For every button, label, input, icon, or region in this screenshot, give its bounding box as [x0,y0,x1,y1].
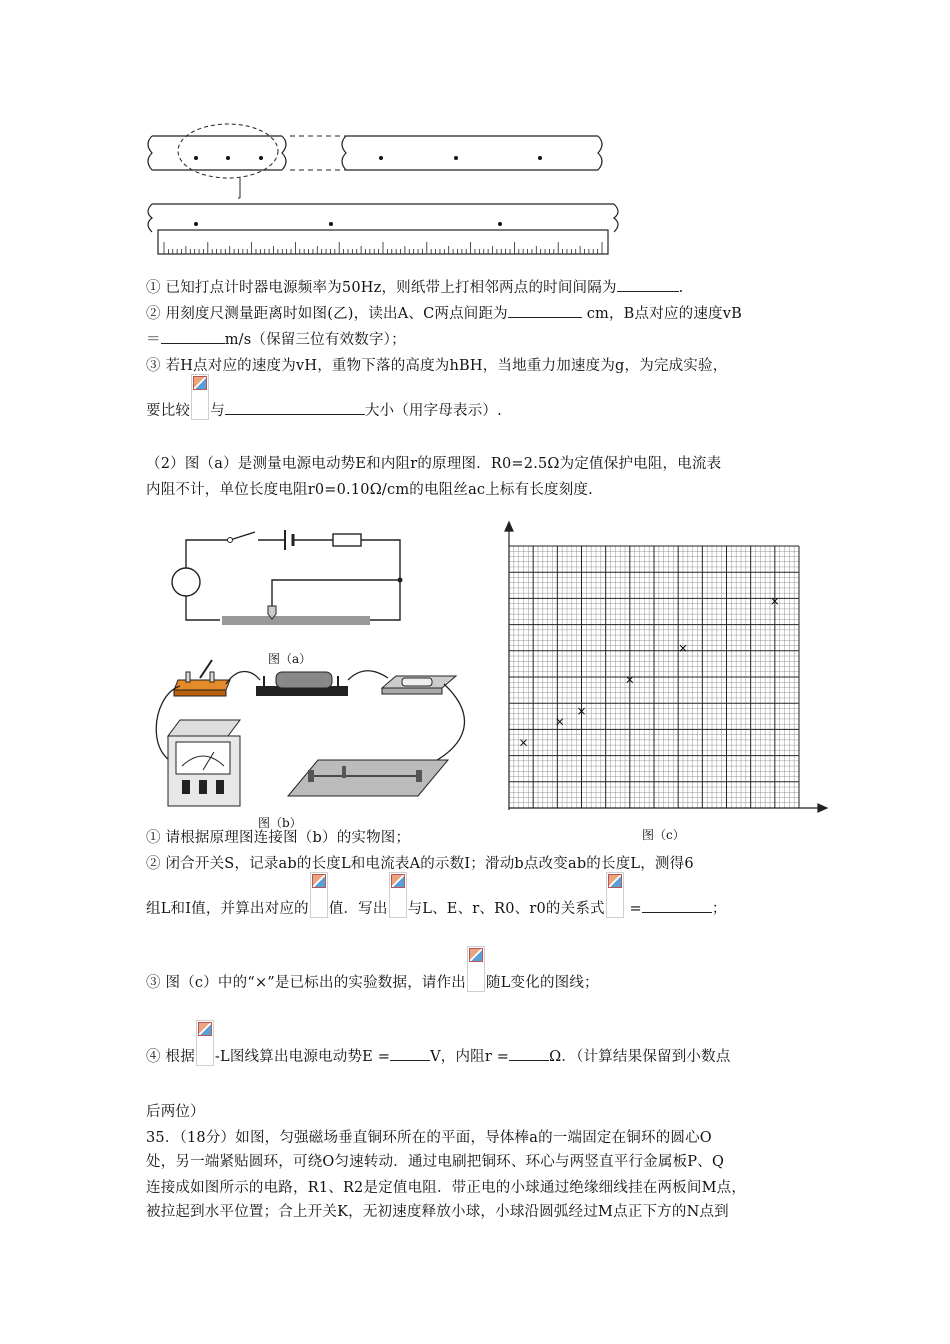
formula-image-icon [389,872,407,918]
text: 与 [210,403,225,419]
text: ； [711,901,727,917]
text: ② 闭合开关S，记录ab的长度L和电流表A的示数I；滑动b点改变ab的长度L，测得6 [146,856,694,872]
text: 随L变化的图线； [486,975,599,991]
text: = [624,901,642,917]
answer-blank[interactable] [642,898,712,913]
formula-image-icon [196,1020,214,1066]
text: 连接成如图所示的电路，R1、R2是定值电阻．带正电的小球通过绝缘细线挂在两板间M点， [146,1180,747,1196]
question-line [146,946,599,992]
paper-tape-figure [140,118,620,258]
text: -L图线算出电源电动势E = [214,1049,391,1065]
formula-image-icon [191,374,209,420]
question-line [146,328,406,349]
data-point-mark: × [624,672,635,687]
text: 被拉起到水平位置；合上开关K，无初速度释放小球，小球沿圆弧经过M点正下方的N点到 [146,1204,729,1220]
text: 后两位） [146,1104,205,1120]
fig-b-caption: 图（b） [258,816,302,830]
text: ③ 若H点对应的速度为vH，重物下落的高度为hBH，当地重力加速度为g，为完成实验， [146,358,728,374]
question-line [146,1020,731,1066]
text: 要比较 [146,403,191,419]
text: 组L和I值，并算出对应的 [146,901,309,917]
text: ③ 图（c）中的“×”是已标出的实验数据，请作出 [146,975,467,991]
text: 大小（用字母表示）. [364,403,502,419]
text: m/s（保留三位有效数字）； [224,332,406,348]
question-line [146,1126,712,1147]
question-line [146,1150,724,1171]
text: V，内阻r = [430,1049,510,1065]
question-line [146,354,727,375]
question-line [146,452,721,473]
text: 内阻不计，单位长度电阻r0=0.10Ω/cm的电阻丝ac上标有长度刻度. [146,482,593,498]
formula-image-icon [310,872,328,918]
text: 35．（18分）如图，匀强磁场垂直铜环所在的平面，导体棒a的一端固定在铜环的圆心O [146,1130,712,1146]
data-point-mark: × [677,641,689,656]
text: ① 请根据原理图连接图（b）的实物图； [146,830,411,846]
apparatus-diagram-b [148,656,468,816]
question-line [146,276,683,297]
answer-blank[interactable] [225,400,365,415]
question-line [146,1100,205,1121]
question-line [146,1200,729,1221]
text: 处，另一端紧贴圆环，可绕O匀速转动．通过电刷把铜环、环心与两竖直平行金属板P、Q [146,1154,725,1170]
data-point-mark: × [518,735,529,750]
text: ＝ [146,332,161,348]
question-line [146,1176,746,1197]
text: ① 已知打点计时器电源频率为50Hz，则纸带上打相邻两点的时间间隔为 [146,280,617,296]
circuit-diagram-a [170,520,420,640]
text: ④ 根据 [146,1049,195,1065]
text: 值．写出 [328,901,388,917]
formula-image-icon [606,872,624,918]
text: ② 用刻度尺测量距离时如图(乙)，读出A、C两点间距为 [146,306,508,322]
answer-blank[interactable] [390,1046,430,1061]
data-point-mark: × [576,704,587,719]
question-line [146,478,593,499]
question-line [146,852,694,873]
text: cm，B点对应的速度vB [581,306,742,322]
formula-image-icon [467,946,485,992]
answer-blank[interactable] [509,1046,549,1061]
answer-blank[interactable] [161,329,225,344]
answer-blank[interactable] [508,303,582,318]
question-line [146,872,727,918]
question-line [146,374,502,420]
data-point-mark: × [554,714,565,729]
question-line [146,302,742,323]
question-line [146,826,410,847]
fig-c-caption: 图（c） [642,828,685,842]
answer-blank[interactable] [617,277,679,292]
graph-c [495,520,830,820]
fig-a-caption: 图（a） [268,652,312,666]
text: （2）图（a）是测量电源电动势E和内阻r的原理图．R0=2.5Ω为定值保护电阻，电流表 [146,456,722,472]
text: . [678,280,684,296]
data-point-mark: × [769,594,780,609]
text: 与L、E、r、R0、r0的关系式 [407,901,605,917]
text: Ω．（计算结果保留到小数点 [549,1049,731,1065]
